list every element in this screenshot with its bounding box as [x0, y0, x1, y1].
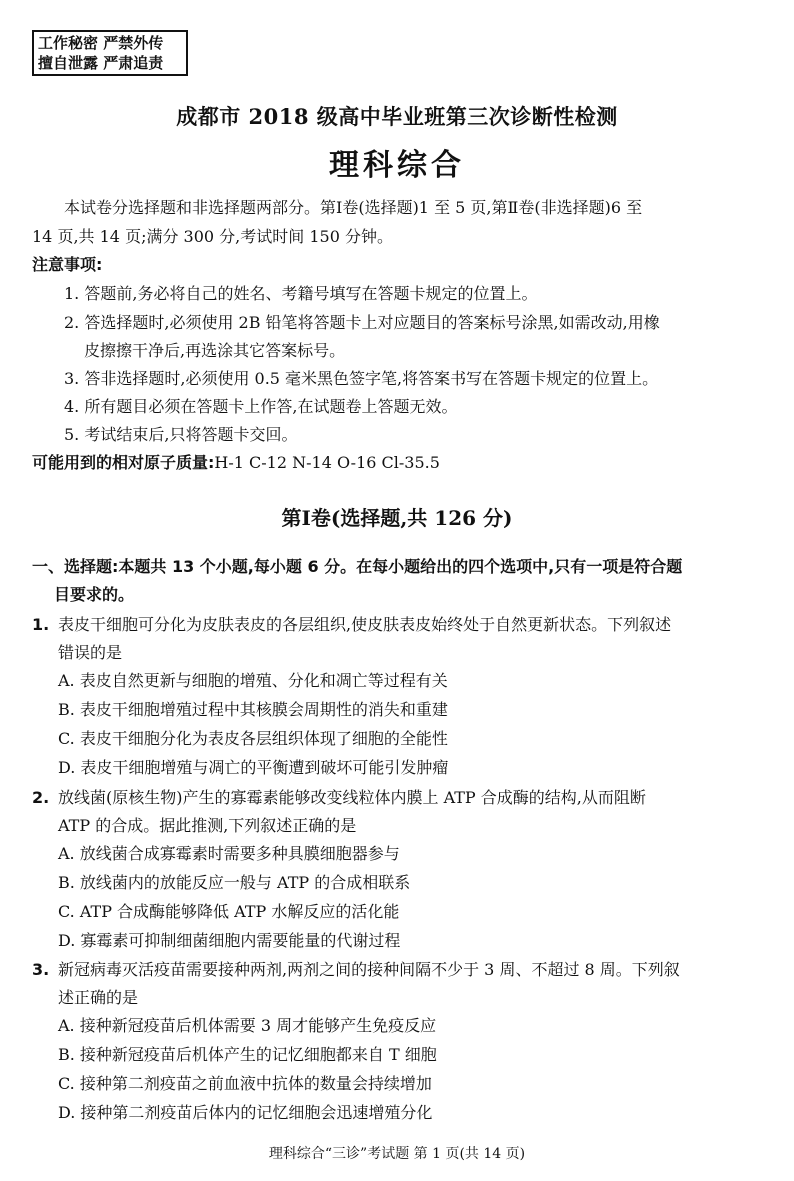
- confidential-line-2: 擅自泄露 严肃追责: [38, 54, 164, 72]
- question-2-stem-1: 放线菌(原核生物)产生的寡霉素能够改变线粒体内膜上 ATP 合成酶的结构,从而阻断: [58, 788, 646, 807]
- atomic-masses: [32, 452, 440, 474]
- page-footer: 理科综合“三诊”考试题 第 1 页(共 14 页): [268, 1146, 526, 1162]
- section-instruction-1: 一、选择题:本题共 13 个小题,每小题 6 分。在每小题给出的四个选项中,只有一项是符合题: [32, 557, 683, 576]
- intro-line-1: 本试卷分选择题和非选择题两部分。第Ⅰ卷(选择题)1 至 5 页,第Ⅱ卷(非选择题)6 至: [64, 198, 643, 217]
- question-3-option-d: D. 接种第二剂疫苗后体内的记忆细胞会迅速增殖分化: [58, 1103, 433, 1122]
- question-1-stem-2: 错误的是: [58, 643, 123, 662]
- atomic-masses-values: H-1 C-12 N-14 O-16 Cl-35.5: [214, 453, 440, 472]
- question-2-option-b: B. 放线菌内的放能反应一般与 ATP 的合成相联系: [58, 873, 411, 892]
- question-1-option-a: A. 表皮自然更新与细胞的增殖、分化和凋亡等过程有关: [58, 671, 448, 690]
- question-3-stem-2: 述正确的是: [58, 988, 139, 1007]
- exam-title: 成都市 2018 级高中毕业班第三次诊断性检测: [176, 104, 618, 129]
- question-1-option-b: B. 表皮干细胞增殖过程中其核膜会周期性的消失和重建: [58, 700, 448, 719]
- question-1-option-c: C. 表皮干细胞分化为表皮各层组织体现了细胞的全能性: [58, 729, 448, 748]
- atomic-masses-label: 可能用到的相对原子质量:: [32, 453, 215, 472]
- question-2-stem-2: ATP 的合成。据此推测,下列叙述正确的是: [58, 816, 357, 835]
- note-2a: 2. 答选择题时,必须使用 2B 铅笔将答题卡上对应题目的答案标号涂黑,如需改动,用橡: [64, 313, 660, 332]
- note-1: 1. 答题前,务必将自己的姓名、考籍号填写在答题卡规定的位置上。: [64, 284, 538, 303]
- question-1-option-d: D. 表皮干细胞增殖与凋亡的平衡遭到破坏可能引发肿瘤: [58, 758, 449, 777]
- notes-heading: 注意事项:: [32, 255, 103, 274]
- question-1-stem-1: 表皮干细胞可分化为皮肤表皮的各层组织,使皮肤表皮始终处于自然更新状态。下列叙述: [58, 615, 672, 634]
- question-3-option-c: C. 接种第二剂疫苗之前血液中抗体的数量会持续增加: [58, 1074, 432, 1093]
- question-3-option-b: B. 接种新冠疫苗后机体产生的记忆细胞都来自 T 细胞: [58, 1045, 437, 1064]
- question-1-number: 1.: [32, 615, 50, 634]
- section-title: 第Ⅰ卷(选择题,共 126 分): [281, 506, 513, 530]
- confidential-stamp: [32, 30, 188, 76]
- question-3-option-a: A. 接种新冠疫苗后机体需要 3 周才能够产生免疫反应: [58, 1016, 437, 1035]
- question-2-option-c: C. ATP 合成酶能够降低 ATP 水解反应的活化能: [58, 902, 400, 921]
- note-3: 3. 答非选择题时,必须使用 0.5 毫米黑色签字笔,将答案书写在答题卡规定的位置上。: [64, 369, 659, 388]
- note-5: 5. 考试结束后,只将答题卡交回。: [64, 425, 298, 444]
- question-3-stem-1: 新冠病毒灭活疫苗需要接种两剂,两剂之间的接种间隔不少于 3 周、不超过 8 周。下列叙: [58, 960, 680, 979]
- question-2-number: 2.: [32, 788, 50, 807]
- section-instruction-2: 目要求的。: [54, 585, 135, 604]
- question-3-number: 3.: [32, 960, 50, 979]
- confidential-line-1: 工作秘密 严禁外传: [38, 34, 164, 52]
- note-2b: 皮擦擦干净后,再选涂其它答案标号。: [84, 341, 346, 360]
- intro-line-2: 14 页,共 14 页;满分 300 分,考试时间 150 分钟。: [32, 227, 393, 246]
- question-2-option-d: D. 寡霉素可抑制细菌细胞内需要能量的代谢过程: [58, 931, 401, 950]
- subject-title: 理科综合: [329, 148, 465, 183]
- question-2-option-a: A. 放线菌合成寡霉素时需要多种具膜细胞器参与: [58, 844, 400, 863]
- note-4: 4. 所有题目必须在答题卡上作答,在试题卷上答题无效。: [64, 397, 458, 416]
